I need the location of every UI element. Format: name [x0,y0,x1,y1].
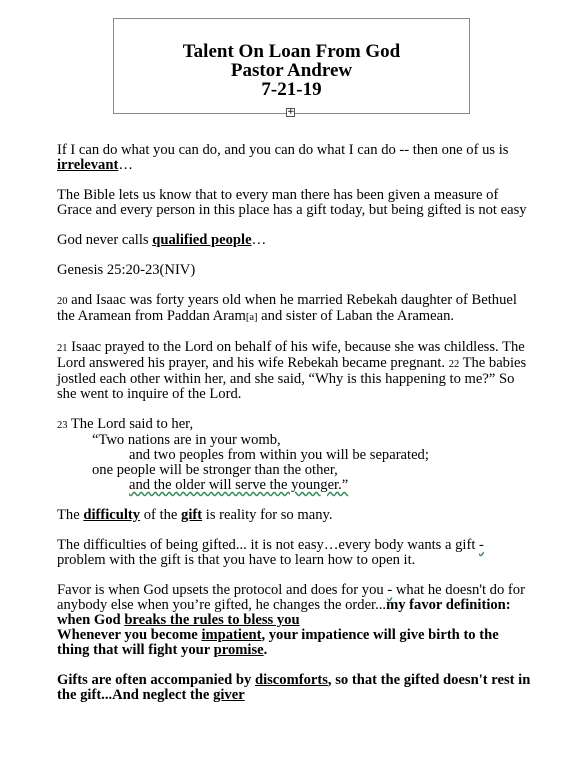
verse-20: 20 and Isaac was forty years old when he married Rebekah daughter of Bethuel the Aramean from Paddan Aram[a] and sister of Laban the Aramean. [57,292,517,324]
emphasis-qualified-people: qualified people [152,232,252,248]
emphasis-gift: gift [181,507,203,523]
verse-number: 23 [57,420,68,431]
sermon-date: 7-21-19 [261,79,322,100]
emphasis-difficulty: difficulty [83,507,141,523]
verse-number: 20 [57,296,68,307]
paragraph-measure-of-grace: The Bible lets us know that to every man there has been given a measure of Grace and every person in this place has a gift today, but being gifted is not easy [57,187,527,218]
emphasis-giver: giver [213,687,245,703]
verse-23: 23 The Lord said to her, “Two nations are in your womb, and two peoples from within you will be separated; one people will be stronger than the other, and the older will serve the younger.” [57,417,532,493]
paragraph-difficulties: The difficulties of being gifted... it is not easy…every body wants a gift - problem with the gift is that you have to learn how to open it. [57,537,484,568]
poem-line: and the older will serve the younger.” [129,477,349,493]
poem-line: “Two nations are in your womb, [92,432,281,448]
paragraph-difficulty: The difficulty of the gift is reality for so many. [57,507,333,523]
footnote-ref[interactable]: [a] [245,312,258,323]
poem-line: and two peoples from within you will be separated; [129,447,429,463]
emphasis-breaks-rules: breaks the rules to bless you [124,612,300,628]
sermon-title: Talent On Loan From God [182,41,401,62]
emphasis-impatient: impatient [201,627,262,643]
verse-number: 21 [57,343,68,354]
paragraph-qualified-people: God never calls qualified people… [57,232,267,248]
emphasis-promise: promise [213,642,264,658]
speaker-name: Pastor Andrew [230,60,353,81]
verse-number: 22 [448,359,460,370]
paragraph-irrelevant: If I can do what you can do, and you can do what I can do -- then one of us is irrelevant… [57,142,509,173]
emphasis-discomforts: discomforts [254,672,328,688]
move-handle-icon[interactable]: + [287,107,295,117]
poem-line: one people will be stronger than the other, [92,462,338,478]
emphasis-irrelevant: irrelevant [57,157,119,173]
document-body [57,143,532,703]
paragraph-impatience: Whenever you become impatient, your impatience will give birth to the thing that will fight your promise. [57,627,499,658]
title-box [113,18,470,114]
verse-21-22: 21 Isaac prayed to the Lord on behalf of his wife, because she was childless. The Lord answered his prayer, and his wife Rebekah became pregnant. 22 The babies jostled each other within her, and she said, “Why is this happening to me?” So she went to inquire of the Lord. [57,339,527,402]
paragraph-discomforts: Gifts are often accompanied by discomforts, so that the gifted doesn't rest in the gift...And neglect the giver [57,672,531,703]
paragraph-favor: Favor is when God upsets the protocol and does for you - what he doesn't do for anybody else when you’re gifted, he changes the order...my favor definition: when God breaks the rules to bless you [57,582,525,628]
scripture-reference: Genesis 25:20-23(NIV) [57,262,196,278]
